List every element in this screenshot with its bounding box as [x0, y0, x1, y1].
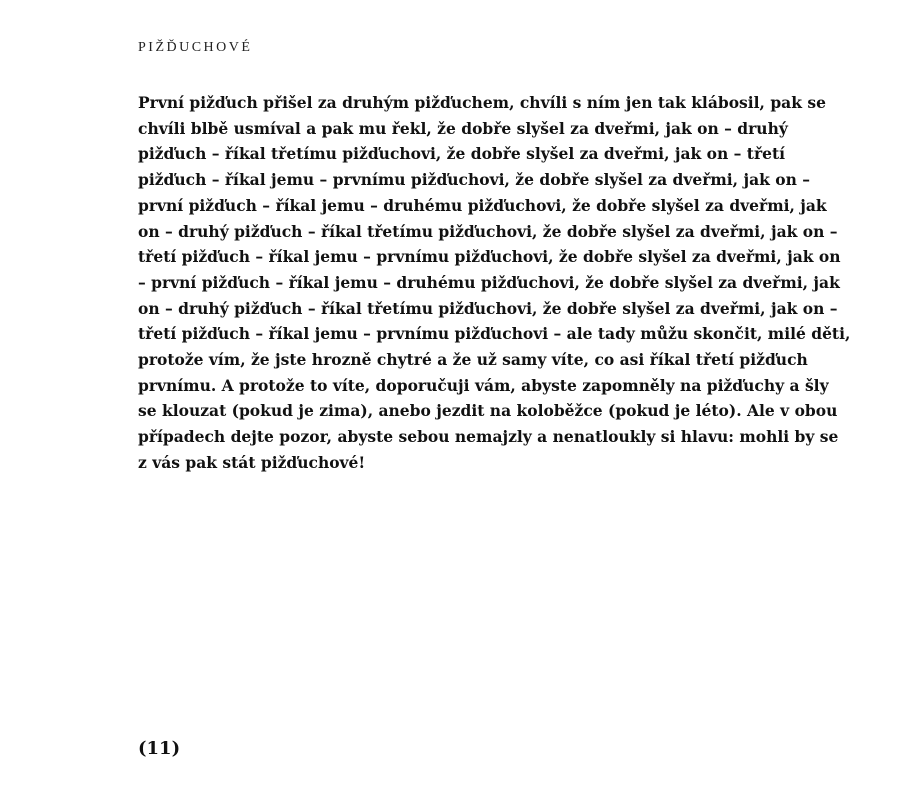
paragraph-line: prvnímu. A protože to víte, doporučuji vám, abyste zapomněly na pižďuchy a šly	[138, 375, 829, 395]
paragraph-line: případech dejte pozor, abyste sebou nemajzly a nenatloukly si hlavu: mohli by se	[138, 427, 839, 447]
paragraph-line: on – druhý pižďuch – říkal třetímu pižďuchovi, že dobře slyšel za dveřmi, jak on –	[138, 221, 838, 241]
paragraph-line: třetí pižďuch – říkal jemu – prvnímu pižďuchovi – ale tady můžu skončit, milé děti,	[138, 324, 851, 344]
paragraph-line: pižďuch – říkal jemu – prvnímu pižďuchovi, že dobře slyšel za dveřmi, jak on –	[138, 170, 811, 190]
paragraph-line: chvíli blbě usmíval a pak mu řekl, že dobře slyšel za dveřmi, jak on – druhý	[138, 118, 788, 138]
paragraph-line: se klouzat (pokud je zima), anebo jezdit na koloběžce (pokud je léto). Ale v obou	[138, 401, 838, 421]
paragraph-line: pižďuch – říkal třetímu pižďuchovi, že dobře slyšel za dveřmi, jak on – třetí	[138, 144, 786, 164]
paragraph-line: protože vím, že jste hrozně chytré a že už samy víte, co asi říkal třetí pižďuch	[138, 350, 808, 370]
paragraph-line: třetí pižďuch – říkal jemu – prvnímu pižďuchovi, že dobře slyšel za dveřmi, jak on	[138, 247, 841, 267]
paragraph-line: první pižďuch – říkal jemu – druhému pižďuchovi, že dobře slyšel za dveřmi, jak	[138, 195, 827, 215]
chapter-title: PIŽĎUCHOVÉ	[138, 40, 253, 55]
paragraph-line: – první pižďuch – říkal jemu – druhému pižďuchovi, že dobře slyšel za dveřmi, jak	[138, 272, 840, 292]
paragraph-line: z vás pak stát pižďuchové!	[138, 452, 366, 472]
page-number: (11)	[138, 738, 181, 759]
paragraph-line: První pižďuch přišel za druhým pižďuchem, chvíli s ním jen tak klábosil, pak se	[138, 93, 826, 112]
body-paragraph	[138, 90, 858, 476]
paragraph-line: on – druhý pižďuch – říkal třetímu pižďuchovi, že dobře slyšel za dveřmi, jak on –	[138, 298, 838, 318]
